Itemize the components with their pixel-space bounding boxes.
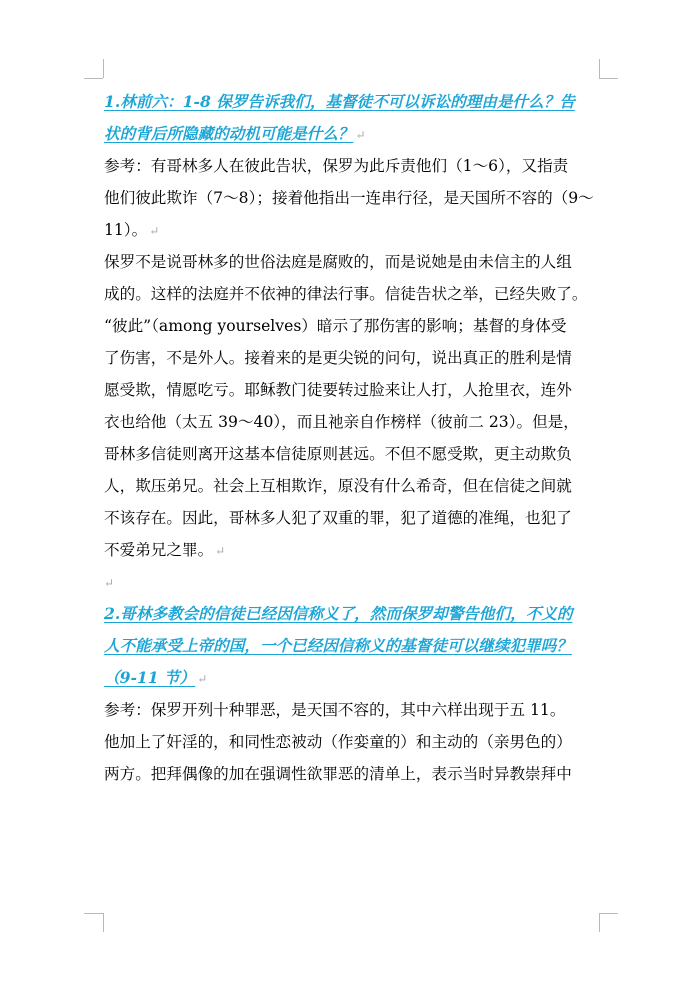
question-1 — [104, 86, 604, 150]
answer-2 — [104, 694, 604, 790]
answer-1-line-4: 了伤害，不是外人。接着来的是更尖锐的问句，说出真正的胜利是情 — [104, 349, 572, 367]
answer-1-intro — [104, 150, 604, 246]
answer-1-line-5: 愿受欺，情愿吃亏。耶稣教门徒要转过脸来让人打，人抢里衣，连外 — [104, 381, 572, 399]
paragraph-mark-icon: ↵ — [104, 576, 115, 590]
paragraph-mark-icon: ↵ — [355, 128, 366, 142]
crop-mark-bottom-right-vertical — [599, 913, 600, 932]
document-body[interactable] — [104, 86, 604, 790]
answer-1-line-9: 不该存在。因此，哥林多人犯了双重的罪，犯了道德的准绳，也犯了 — [104, 509, 572, 527]
answer-1-line-7: 哥林多信徒则离开这基本信徒原则甚远。不但不愿受欺，更主动欺负 — [104, 445, 572, 463]
answer-1-intro-line-1: 参考：有哥林多人在彼此告状，保罗为此斥责他们（1～6），又指责 — [104, 157, 569, 175]
question-2-line-3 — [104, 662, 604, 694]
answer-1-line-3: “彼此”（among yourselves）暗示了那伤害的影响；基督的身体受 — [104, 317, 567, 335]
question-2 — [104, 598, 604, 694]
answer-1-line-10 — [104, 534, 604, 566]
answer-1-line-2: 成的。这样的法庭并不依神的律法行事。信徒告状之举，已经失败了。 — [104, 285, 588, 303]
answer-1-body — [104, 246, 604, 566]
answer-1-line-8: 人，欺压弟兄。社会上互相欺诈，原没有什么希奇，但在信徒之间就 — [104, 477, 572, 495]
question-1-line-2 — [104, 118, 604, 150]
empty-paragraph — [104, 566, 604, 598]
answer-1-line-6: 衣也给他（太五 39～40），而且祂亲自作榜样（彼前二 23）。但是， — [104, 413, 579, 431]
answer-1-intro-line-3-text: 11）。 — [104, 221, 148, 239]
question-2-line-2: 人不能承受上帝的国，一个已经因信称义的基督徒可以继续犯罪吗？ — [104, 636, 572, 655]
paragraph-mark-icon: ↵ — [197, 672, 208, 686]
answer-2-line-1: 参考：保罗开列十种罪恶，是天国不容的，其中六样出现于五 11。 — [104, 701, 566, 719]
paragraph-mark-icon: ↵ — [215, 544, 226, 558]
question-1-line-2-text: 状的背后所隐藏的动机可能是什么？ — [104, 124, 354, 143]
answer-1-intro-line-3 — [104, 214, 604, 246]
paragraph-mark-icon: ↵ — [149, 224, 160, 238]
answer-2-line-3: 两方。把拜偶像的加在强调性欲罪恶的清单上，表示当时异教崇拜中 — [104, 765, 572, 783]
crop-mark-bottom-right — [599, 913, 618, 914]
question-1-line-1: 1.林前六：1-8 保罗告诉我们，基督徒不可以诉讼的理由是什么？告 — [104, 92, 575, 111]
answer-1-line-10-text: 不爱弟兄之罪。 — [104, 541, 214, 559]
crop-mark-top-right — [599, 78, 618, 79]
crop-mark-top-left — [84, 78, 103, 79]
crop-mark-bottom-left-vertical — [103, 913, 104, 932]
crop-mark-top-right-vertical — [599, 59, 600, 78]
answer-2-line-2: 他加上了奸淫的，和同性恋被动（作娈童的）和主动的（亲男色的） — [104, 733, 572, 751]
crop-mark-top-left-vertical — [103, 59, 104, 78]
question-2-line-1: 2.哥林多教会的信徒已经因信称义了，然而保罗却警告他们，不义的 — [104, 604, 573, 623]
answer-1-line-1: 保罗不是说哥林多的世俗法庭是腐败的，而是说她是由未信主的人组 — [104, 253, 572, 271]
answer-1-intro-line-2: 他们彼此欺诈（7～8）；接着他指出一连串行径，是天国所不容的（9～ — [104, 189, 594, 207]
crop-mark-bottom-left — [84, 913, 103, 914]
question-2-line-3-text: （9-11 节） — [104, 668, 196, 687]
